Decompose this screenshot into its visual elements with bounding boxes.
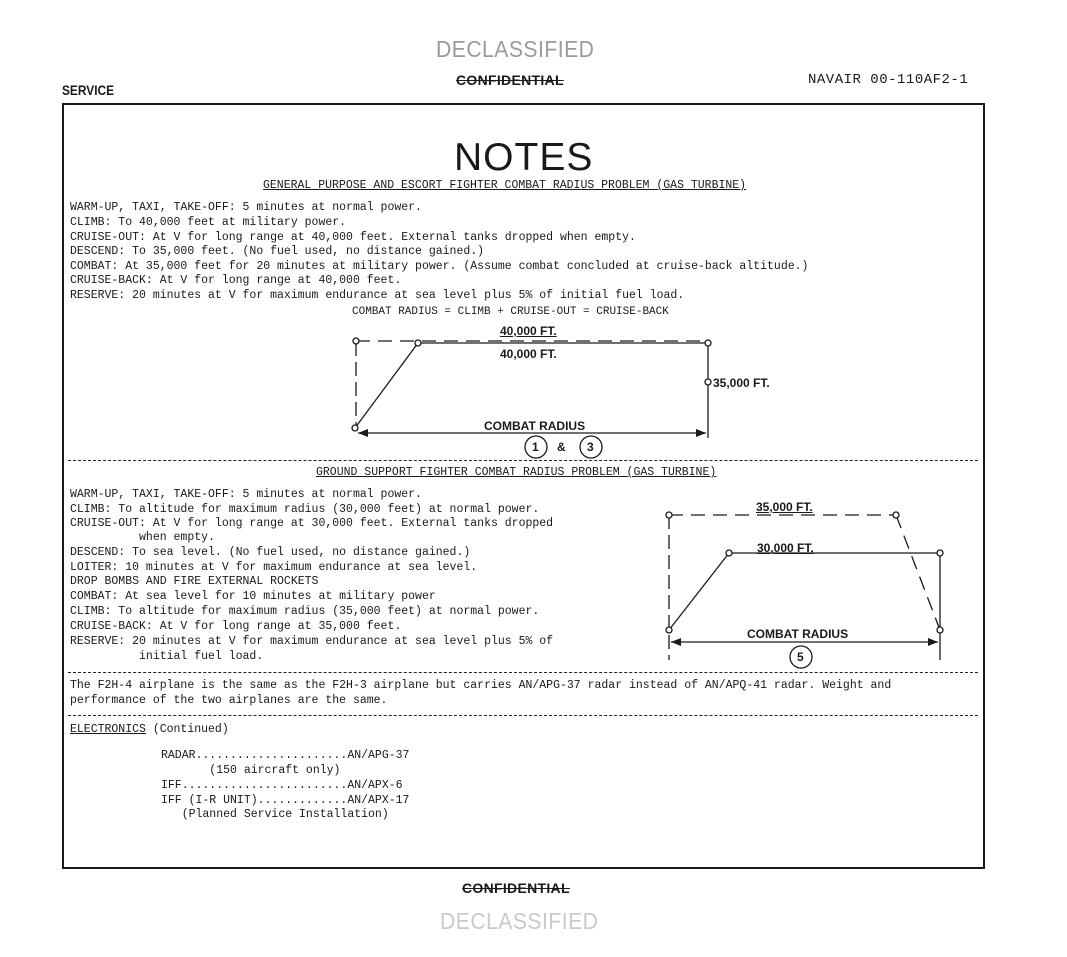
gp-line: CLIMB: To 40,000 feet at military power. [70,216,347,229]
gp-line: CRUISE-BACK: At V for long range at 40,000 feet. [70,274,402,287]
gs-problem-heading: GROUND SUPPORT FIGHTER COMBAT RADIUS PROBLEM (GAS TURBINE) [316,466,717,479]
gp-line: WARM-UP, TAXI, TAKE-OFF: 5 minutes at normal power. [70,201,422,214]
electronics-line: IFF........................AN/APX-6 [161,779,403,792]
gp-equation: COMBAT RADIUS = CLIMB + CRUISE-OUT = CRUISE-BACK [352,306,669,318]
gp-radius-label: COMBAT RADIUS [484,419,586,433]
electronics-heading-row [70,722,229,737]
f2h4-note-line: The F2H-4 airplane is the same as the F2H-3 airplane but carries AN/APG-37 radar instead of AN/APQ-41 radar. Weight and [70,679,892,692]
gs-line: initial fuel load. [70,650,264,663]
gs-line: WARM-UP, TAXI, TAKE-OFF: 5 minutes at normal power. [70,488,422,501]
gs-alt-top-label: 35,000 FT. [756,500,813,514]
gp-alt-side-label: 35,000 FT. [713,376,770,390]
electronics-line: (Planned Service Installation) [161,808,389,821]
header-doc-number: NAVAIR 00-110AF2-1 [808,72,969,88]
gs-line: DROP BOMBS AND FIRE EXTERNAL ROCKETS [70,575,319,588]
section-divider [68,672,978,673]
gs-line: CRUISE-OUT: At V for long range at 30,000 feet. External tanks dropped [70,517,554,530]
electronics-heading: ELECTRONICS [70,723,146,736]
electronics-line: RADAR......................AN/APG-37 [161,749,410,762]
gs-line: COMBAT: At sea level for 10 minutes at military power [70,590,436,603]
electronics-line: IFF (I-R UNIT).............AN/APX-17 [161,794,410,807]
gs-line: RESERVE: 20 minutes at V for maximum endurance at sea level plus 5% of [70,635,554,648]
gs-line: CLIMB: To altitude for maximum radius (30,000 feet) at normal power. [70,503,540,516]
header-service: SERVICE [62,82,115,98]
gs-line: when empty. [70,531,215,544]
electronics-line: (150 aircraft only) [161,764,341,777]
gs-circle-5-text: 5 [797,650,804,664]
gs-line: CRUISE-BACK: At V for long range at 35,000 feet. [70,620,402,633]
gp-line: CRUISE-OUT: At V for long range at 40,000 feet. External tanks dropped when empty. [70,231,636,244]
gp-circle-1-text: 1 [532,440,539,454]
confidential-marking-top: CONFIDENTIAL [456,72,564,88]
gs-line: LOITER: 10 minutes at V for maximum endurance at sea level. [70,561,478,574]
gs-line: CLIMB: To altitude for maximum radius (35,000 feet) at normal power. [70,605,540,618]
gs-radius-label: COMBAT RADIUS [747,627,849,641]
gp-alt-inner-label: 40,000 FT. [500,347,557,361]
gp-line: RESERVE: 20 minutes at V for maximum endurance at sea level plus 5% of initial fuel load. [70,289,685,302]
gp-line: COMBAT: At 35,000 feet for 20 minutes at military power. (Assume combat concluded at cruise-back altitude.) [70,260,809,273]
gp-line: DESCEND: To 35,000 feet. (No fuel used, no distance gained.) [70,245,485,258]
gs-alt-inner-label: 30,000 FT. [757,541,814,555]
electronics-heading-suffix: (Continued) [145,723,229,736]
gp-problem-heading: GENERAL PURPOSE AND ESCORT FIGHTER COMBAT RADIUS PROBLEM (GAS TURBINE) [263,179,747,192]
declassified-stamp-top: DECLASSIFIED [436,36,595,62]
page-title: NOTES [454,136,594,179]
section-divider [68,715,978,716]
section-divider [68,460,978,461]
gp-circle-amp-text: & [557,440,566,454]
f2h4-note-line: performance of the two airplanes are the same. [70,694,388,707]
confidential-marking-bottom: CONFIDENTIAL [462,880,570,896]
gp-alt-top-label: 40,000 FT. [500,324,557,338]
gs-line: DESCEND: To sea level. (No fuel used, no distance gained.) [70,546,471,559]
gp-circle-3-text: 3 [587,440,594,454]
declassified-stamp-bottom: DECLASSIFIED [440,908,599,934]
